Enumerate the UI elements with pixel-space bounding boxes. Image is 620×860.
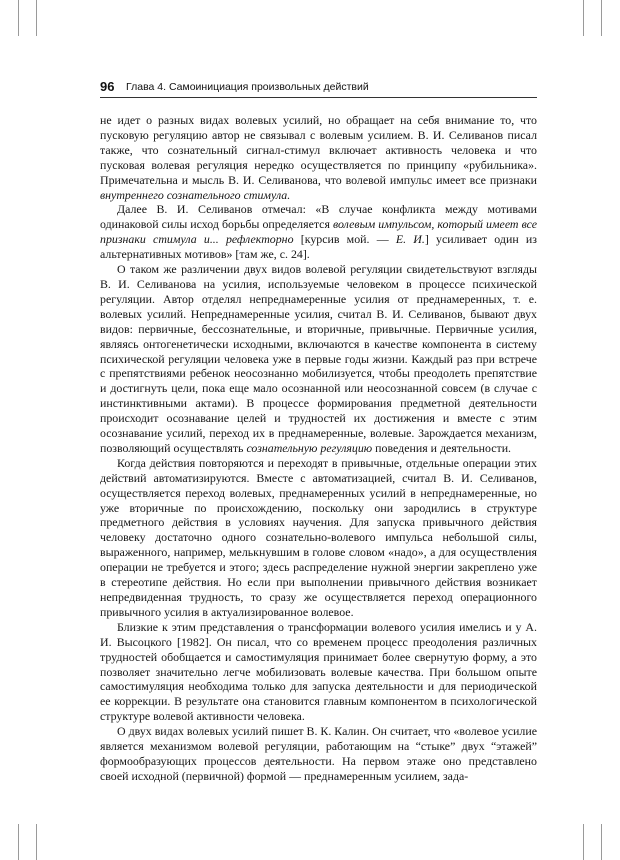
crop-mark: [18, 824, 19, 860]
paragraph: [100, 262, 537, 456]
italic-text: сознательную регуляцию: [246, 440, 373, 455]
text-run: Когда действия повторяются и переходят в привычные, отдельные операции этих действий автоматизируются. Вместе с автоматизацией, считал В. И. Селиванов, осуществляется переход волевых, преднамеренных усилий в непреднамеренные, но уже вторичные по происхождению, поскольку они зародились в структуре предметного действия в условиях научения. Для запуска привычного действия человеку достаточно одного сознательно-волевого импульса небольшой силы, выраженного, например, мелькнувшим в голове словом «надо», а для осуществления операции не требуется и этого; здесь распределение нужной энергии закреплено уже в стереотипе действия. Но если при выполнении привычного действия возникает непредвиденная трудность, то сразу же осуществляется переход операционного привычного усилия в актуализированное волевое.: [100, 455, 537, 619]
text-run: [курсив мой. —: [293, 232, 396, 247]
text-run: не идет о разных видах волевых усилий, но обращает на себя внимание то, что пусковую регуляцию автор не связывал с волевым усилием. В. И. Селиванов писал также, что сознательный сигнал-стимул включает активность человека и что пусковая волевая регуляция нередко осуществляется по принципу «рубильника». Примечательна и мысль В. И. Селиванова, что волевой импульс имеет все признаки: [100, 113, 537, 187]
text-run: ] усиливает один из альтернативных мотивов» [там же, с. 24].: [100, 232, 537, 262]
crop-mark: [583, 0, 584, 36]
text-run: Далее В. И. Селиванов отмечал: «В случае конфликта между мотивами одинаковой силы исход борьбы определяется: [100, 202, 537, 232]
chapter-title: Глава 4. Самоинициация произвольных действий: [126, 81, 369, 93]
italic-text: Е. И.: [395, 232, 425, 247]
text-run: О двух видах волевых усилий пишет В. К. Калин. Он считает, что «волевое усилие является механизмом волевой регуляции, работающим на “стыке” двух “этажей” формообразующих процессов деятельности. На первом этаже оно представлено своей исходной (первичной) формой — преднамеренным усилием, зада-: [100, 724, 537, 783]
crop-mark: [36, 0, 37, 36]
page-number: 96: [100, 79, 115, 94]
header-rule: [100, 97, 537, 98]
italic-text: волевым импульсом, который имеет все признаки стимула и... рефлекторно: [100, 217, 537, 247]
text-run: О таком же различении двух видов волевой регуляции свидетельствуют взгляды В. И. Селиванова на усилия, используемые человеком в процессе психической регуляции. Автор отделял непреднамеренные усилия от преднамеренных, т. е. волевых усилий. Непреднамеренные усилия, считал В. И. Селиванов, бывают двух видов: первичные, бессознательные, и вторичные, привычные. Первичные усилия, являясь онтогенетически исходными, включаются в качестве компонента в систему психической регуляции человека уже в первые годы жизни. Каждый раз при встрече с препятствиями ребенок неосознанно мобилизуется, чтобы преодолеть препятствие и достигнуть цели, пока еще мало осознанной или неосознанной совсем (в случае с инстинктивными актами). В процессе формирования предметной деятельности происходит осознавание целей и трудностей их достижения и вместе с этим осознавание усилий, переход их в преднамеренные, волевые. Зарождается механизм, позволяющий осуществлять: [100, 262, 537, 455]
crop-mark: [18, 0, 19, 36]
paragraph: [100, 724, 537, 784]
paragraph: [100, 202, 537, 262]
text-run: Близкие к этим представления о трансформации волевого усилия имелись и у А. И. Высоцкого [1982]. Он писал, что со временем процесс преодоления различных трудностей обобщается и самостимуляция принимает более свернутую форму, а это позволяет значительно легче мобилизовать волевые качества. При большом опыте самостимуляция необходима только для запуска деятельности и для периодической ее коррекции. В результате она становится главным компонентом в психологической структуре волевой активности человека.: [100, 619, 537, 724]
crop-mark: [601, 0, 602, 36]
paragraph: [100, 113, 537, 202]
crop-mark: [36, 824, 37, 860]
paragraph: [100, 620, 537, 724]
text-run: поведения и деятельности.: [372, 440, 512, 455]
body-text: [100, 113, 537, 784]
paragraph: [100, 456, 537, 620]
crop-mark: [583, 824, 584, 860]
italic-text: внутреннего сознательного стимула.: [100, 187, 291, 202]
running-header: [100, 78, 537, 96]
crop-mark: [601, 824, 602, 860]
